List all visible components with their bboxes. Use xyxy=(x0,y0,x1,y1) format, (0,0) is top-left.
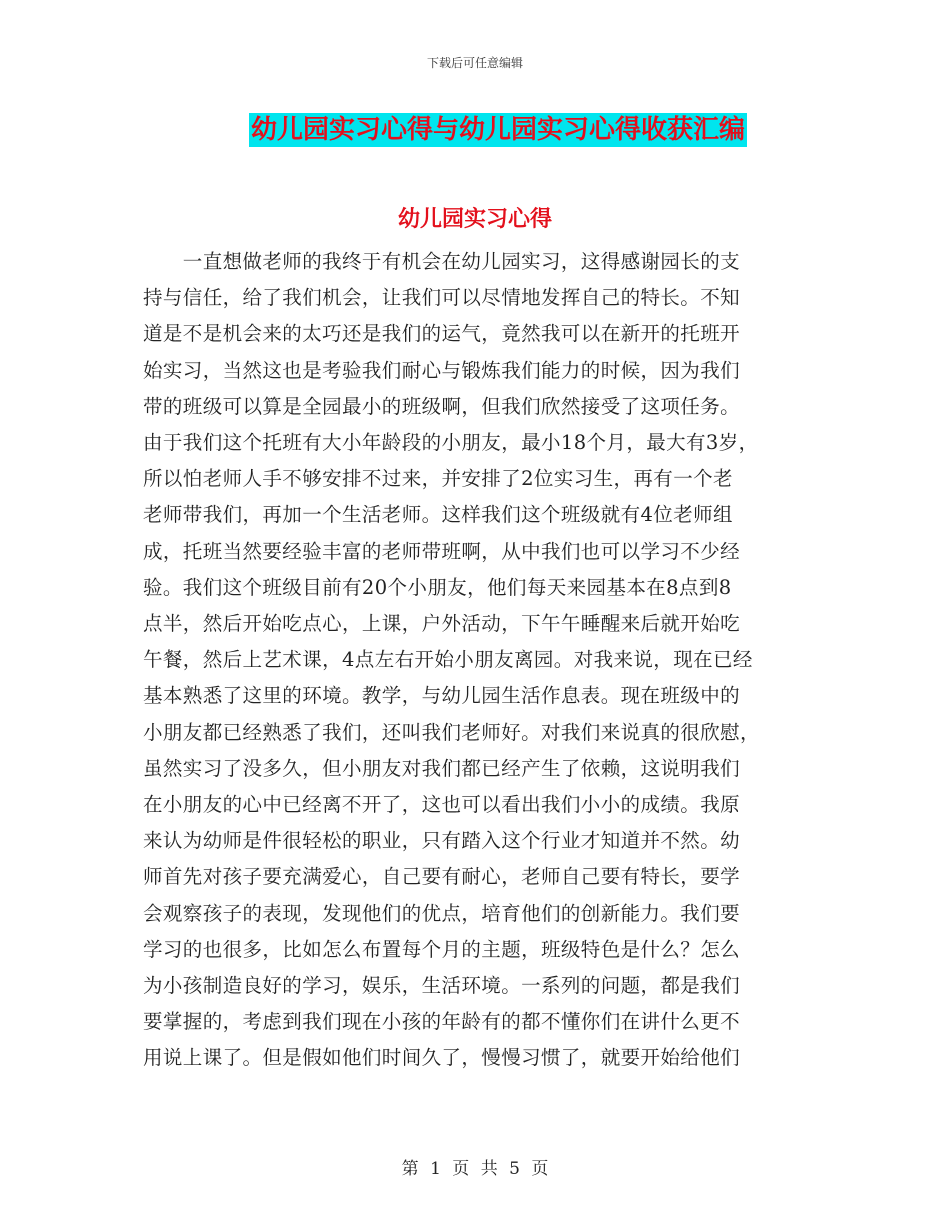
text-line: 由于我们这个托班有大小年龄段的小朋友，最小18个月，最大有3岁， xyxy=(143,431,759,455)
text-line: 在小朋友的心中已经离不开了，这也可以看出我们小小的成绩。我原 xyxy=(143,793,741,817)
text-line: 来认为幼师是件很轻松的职业，只有踏入这个行业才知道并不然。幼 xyxy=(143,829,741,853)
text-line: 基本熟悉了这里的环境。教学，与幼儿园生活作息表。现在班级中的 xyxy=(143,684,741,708)
text-line: 师首先对孩子要充满爱心，自己要有耐心，老师自己要有特长，要学 xyxy=(143,865,741,889)
text-line: 老师带我们，再加一个生活老师。这样我们这个班级就有4位老师组 xyxy=(143,503,733,527)
text-line: 所以怕老师人手不够安排不过来，并安排了2位实习生，再有一个老 xyxy=(143,467,733,491)
text-line: 持与信任，给了我们机会，让我们可以尽情地发挥自己的特长。不知 xyxy=(143,286,741,310)
text-line: 点半，然后开始吃点心，上课，户外活动，下午午睡醒来后就开始吃 xyxy=(143,612,741,636)
section-title: 幼儿园实习心得 xyxy=(397,207,552,232)
text-line: 验。我们这个班级目前有20个小朋友，他们每天来园基本在8点到8 xyxy=(143,575,732,599)
text-line: 学习的也很多，比如怎么布置每个月的主题，班级特色是什么？怎么 xyxy=(143,937,741,961)
text-line: 始实习，当然这也是考验我们耐心与锻炼我们能力的时候，因为我们 xyxy=(143,358,741,382)
text-line: 要掌握的，考虑到我们现在小孩的年龄有的都不懂你们在讲什么更不 xyxy=(143,1010,741,1034)
page-footer: 第 1 页 共 5 页 xyxy=(401,1159,549,1179)
main-title-wrap xyxy=(0,113,950,147)
text-line: 会观察孩子的表现，发现他们的优点，培育他们的创新能力。我们要 xyxy=(143,901,741,925)
text-line: 一直想做老师的我终于有机会在幼儿园实习，这得感谢园长的支 xyxy=(143,250,741,273)
text-line: 成，托班当然要经验丰富的老师带班啊，从中我们也可以学习不少经 xyxy=(143,539,741,563)
header-note: 下载后可任意编辑 xyxy=(426,56,523,70)
main-title: 幼儿园实习心得与幼儿园实习心得收获汇编 xyxy=(250,115,745,145)
text-line: 为小孩制造良好的学习，娱乐，生活环境。一系列的问题，都是我们 xyxy=(143,974,741,998)
text-line: 虽然实习了没多久，但小朋友对我们都已经产生了依赖，这说明我们 xyxy=(143,756,741,780)
text-line: 带的班级可以算是全园最小的班级啊，但我们欣然接受了这项任务。 xyxy=(143,394,741,418)
text-line: 用说上课了。但是假如他们时间久了，慢慢习惯了，就要开始给他们 xyxy=(143,1046,741,1070)
text-line: 午餐，然后上艺术课，4点左右开始小朋友离园。对我来说，现在已经 xyxy=(143,648,753,672)
body-paragraph xyxy=(143,244,808,1077)
text-line: 道是不是机会来的太巧还是我们的运气，竟然我可以在新开的托班开 xyxy=(143,322,741,346)
text-line: 小朋友都已经熟悉了我们，还叫我们老师好。对我们来说真的很欣慰， xyxy=(143,720,760,744)
